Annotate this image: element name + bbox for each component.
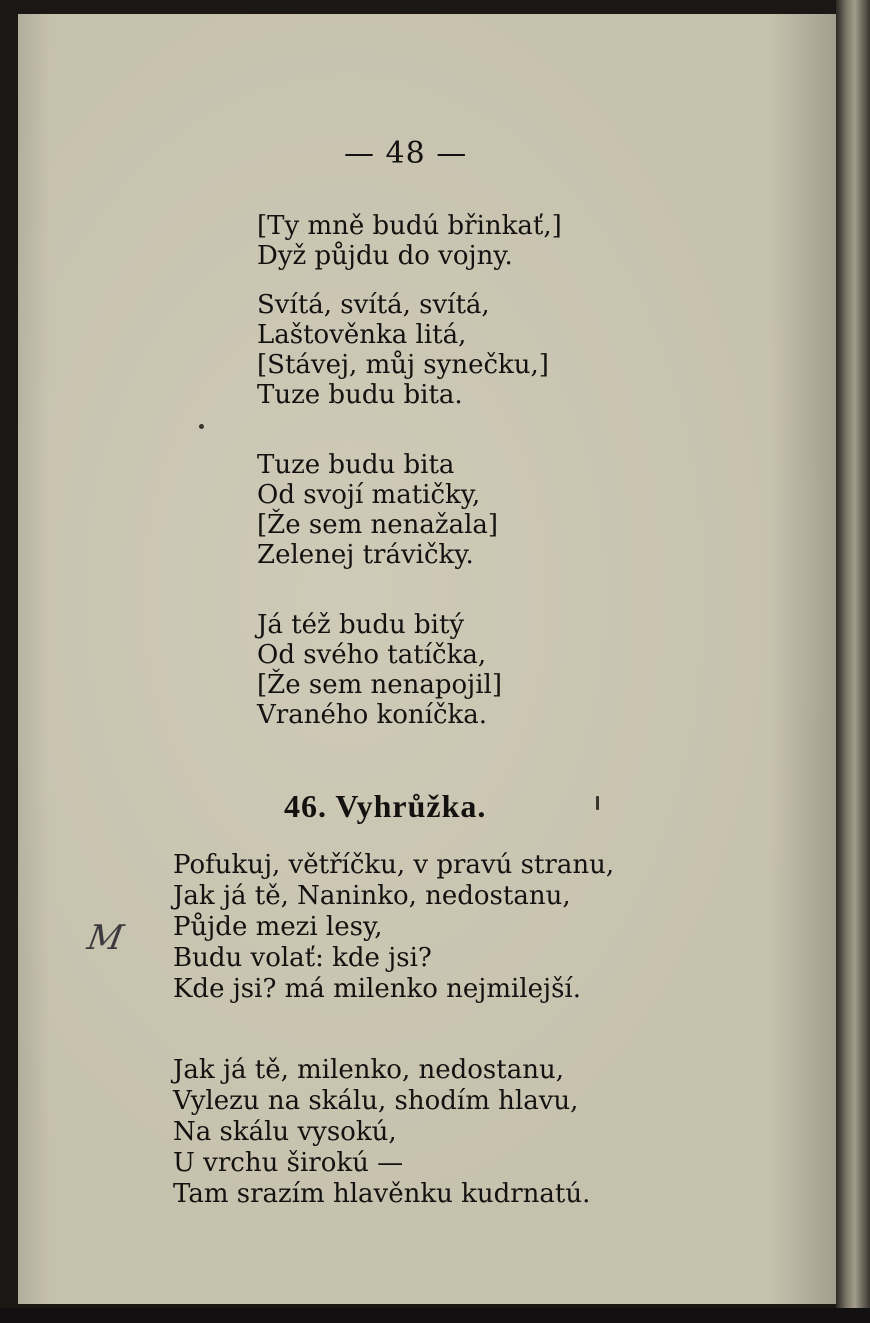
verse-line: [Stávej, můj synečku,]: [257, 350, 549, 380]
verse-line: Já též budu bitý: [257, 610, 465, 640]
verse-line: Vraného koníčka.: [257, 700, 488, 730]
verse-line: Dyž půjdu do vojny.: [257, 241, 513, 271]
verse-line: Tuze budu bita: [257, 450, 455, 480]
verse-line: U vrchu širokú —: [173, 1148, 404, 1178]
verse-line: [Že sem nenapojil]: [257, 670, 503, 700]
stanza-5: [173, 850, 614, 1005]
verse-line: Tam srazím hlavěnku kudrnatú.: [173, 1179, 591, 1209]
verse-line: Od svého tatíčka,: [257, 640, 487, 670]
verse-line: Od svojí matičky,: [257, 480, 481, 510]
verse-line: [Ty mně budú břinkať,]: [257, 211, 562, 241]
page-bottom-edge: [0, 1308, 870, 1323]
verse-line: Jak já tě, Naninko, nedostanu,: [173, 881, 571, 911]
verse-line: Pofukuj, větříčku, v pravú stranu,: [173, 850, 615, 880]
handwritten-margin-note: M: [84, 918, 127, 958]
verse-line: Tuze budu bita.: [257, 380, 463, 410]
stanza-2: [257, 290, 549, 410]
verse-line: Svítá, svítá, svítá,: [257, 290, 490, 320]
stanza-6: [173, 1055, 590, 1210]
verse-line: Zelenej trávičky.: [257, 540, 474, 570]
verse-line: Na skálu vysokú,: [173, 1117, 397, 1147]
verse-line: Vylezu na skálu, shodím hlavu,: [173, 1086, 579, 1116]
ink-speck: [199, 424, 204, 429]
verse-line: Laštověnka litá,: [257, 320, 467, 350]
verse-line: Jak já tě, milenko, nedostanu,: [173, 1055, 564, 1085]
stanza-4: [257, 610, 502, 730]
page-gutter: [836, 0, 870, 1323]
verse-line: [Že sem nenažala]: [257, 510, 499, 540]
stanza-1: [257, 211, 562, 271]
verse-line: Kde jsi? má milenko nejmilejší.: [173, 974, 582, 1004]
verse-line: Budu volať: kde jsi?: [173, 943, 432, 973]
stanza-3: [257, 450, 498, 570]
page-number: — 48 —: [344, 136, 468, 171]
ink-speck: [596, 796, 599, 810]
verse-line: Půjde mezi lesy,: [173, 912, 383, 942]
song-heading: 46. Vyhrůžka.: [284, 788, 487, 824]
